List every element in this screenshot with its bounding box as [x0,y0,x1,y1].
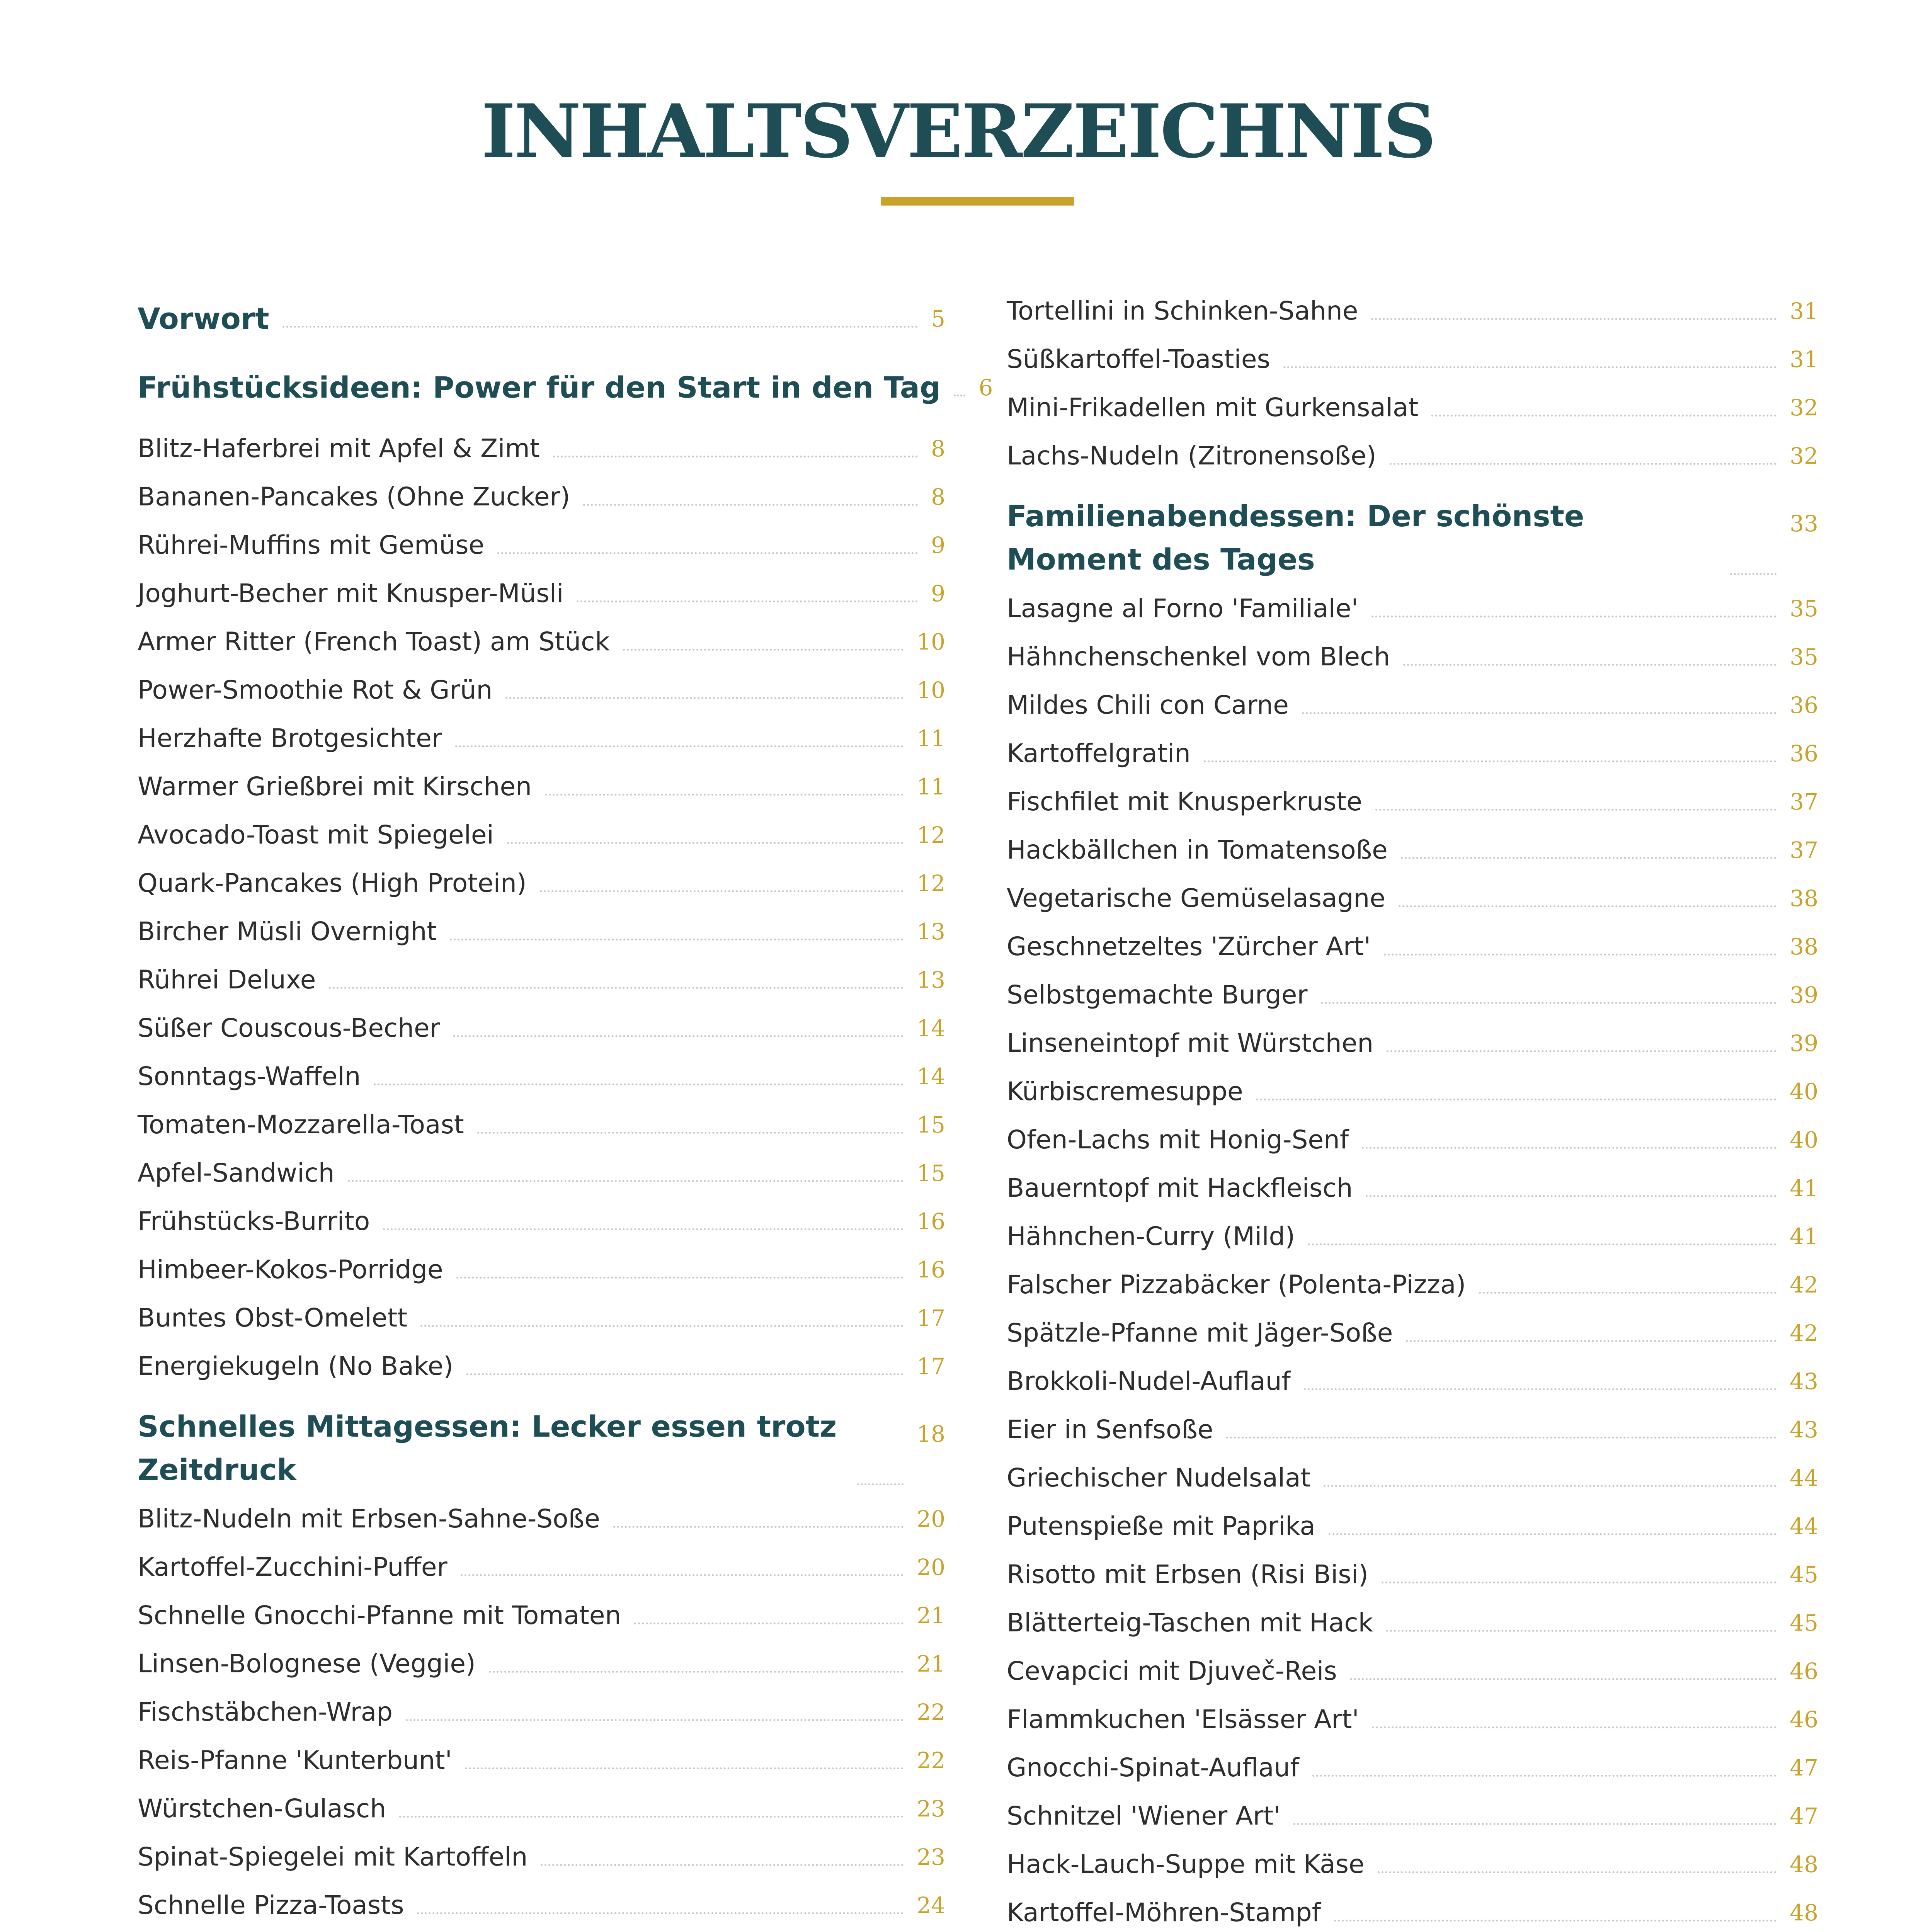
toc-page-number: 39 [1790,982,1818,1008]
dot-leader [1386,1630,1776,1632]
dot-leader [1372,1726,1776,1728]
toc-entry-title: Power-Smoothie Rot & Grün [138,675,493,705]
toc-entry[interactable] [1007,1750,1818,1785]
title-underline [881,197,1074,206]
toc-entry-title: Fischstäbchen-Wrap [138,1697,393,1727]
dot-leader [1399,905,1776,907]
toc-entry-title: Ofen-Lachs mit Honig-Senf [1007,1125,1349,1155]
toc-entry-title: Lachs-Nudeln (Zitronensoße) [1007,441,1377,471]
dot-leader [1324,1485,1776,1487]
dot-leader [383,1228,904,1230]
toc-entry-title: Joghurt-Becher mit Knusper-Müsli [138,578,564,608]
toc-entry[interactable] [138,818,945,852]
dot-leader [1387,1050,1776,1052]
toc-page-number: 8 [931,435,945,462]
toc-page-number: 40 [1790,1078,1818,1105]
toc-entry[interactable] [1007,929,1818,964]
toc-page-number: 10 [917,629,945,655]
toc-page-number: 11 [917,725,945,752]
toc-page-number: 32 [1790,443,1818,469]
toc-entry-title: Blitz-Haferbrei mit Apfel & Zimt [138,434,540,463]
toc-page-number: 43 [1790,1417,1818,1443]
toc-page-number: 43 [1790,1368,1818,1395]
toc-entry-title: Rührei Deluxe [138,965,316,995]
dot-leader [465,1767,904,1769]
page-title: INHALTSVERZEICHNIS [481,88,1435,174]
dot-leader [613,1526,904,1528]
toc-page-number: 17 [917,1305,945,1331]
dot-leader [1378,1871,1777,1873]
toc-entry-title: Himbeer-Kokos-Porridge [138,1255,443,1284]
toc-entry-title: Sonntags-Waffeln [138,1061,361,1091]
toc-page-number: 35 [1790,644,1818,670]
dot-leader [507,842,904,844]
toc-entry-title: Mildes Chili con Carne [1007,690,1289,720]
dot-leader [1329,1533,1776,1535]
toc-page-number: 39 [1790,1030,1818,1056]
dot-leader [282,326,918,328]
toc-entry[interactable] [1007,1557,1818,1592]
toc-entry-title: Brokkoli-Nudel-Auflauf [1007,1366,1291,1396]
dot-leader [453,1035,904,1037]
dot-leader [1375,809,1776,811]
dot-leader [1362,1147,1776,1149]
dot-leader [1204,760,1776,762]
toc-page-number: 37 [1790,789,1818,815]
toc-page-number: 36 [1790,692,1818,718]
toc-page-number: 20 [917,1506,945,1532]
toc-page-number: 41 [1790,1175,1818,1201]
toc-entry-title: Avocado-Toast mit Spiegelei [138,820,494,850]
toc-entry-title: Selbstgemachte Burger [1007,980,1308,1010]
toc-page-number: 9 [931,580,945,607]
toc-section-entry[interactable] [138,1405,945,1492]
dot-leader [541,1864,904,1866]
toc-entry[interactable] [138,1695,945,1730]
toc-entry[interactable] [138,1888,945,1923]
toc-page-number: 46 [1790,1706,1818,1733]
toc-entry[interactable] [1007,1316,1818,1350]
toc-entry[interactable] [1007,1412,1818,1447]
toc-entry-title: Gnocchi-Spinat-Auflauf [1007,1753,1299,1782]
toc-entry-title: Hähnchen-Curry (Mild) [1007,1221,1295,1251]
dot-leader [1382,1582,1776,1583]
dot-leader [1304,1388,1776,1390]
toc-entry[interactable] [138,721,945,756]
toc-section-title: Familienabendessen: Der schönste Moment des Tages [1007,499,1584,577]
toc-entry-title: Warmer Grießbrei mit Kirschen [138,772,532,801]
dot-leader [634,1622,904,1624]
toc-page-number: 18 [917,1421,945,1447]
toc-page-number: 45 [1790,1610,1818,1636]
dot-leader [466,1373,904,1375]
toc-entry[interactable] [138,1301,945,1335]
toc-entry[interactable] [1007,1122,1818,1157]
toc-page-number: 48 [1790,1851,1818,1878]
toc-page-number: 16 [917,1208,945,1235]
dot-leader [456,1277,904,1279]
toc-page-number: 11 [917,774,945,800]
dot-leader [1406,1340,1776,1342]
toc-entry-title: Mini-Frikadellen mit Gurkensalat [1007,393,1419,422]
dot-leader [1401,857,1776,859]
toc-entry-title: Hähnchenschenkel vom Blech [1007,642,1390,672]
toc-entry[interactable] [138,1743,945,1778]
toc-entry[interactable] [138,1059,945,1094]
toc-entry[interactable] [1007,978,1818,1012]
toc-entry-title: Frühstücks-Burrito [138,1206,370,1236]
toc-entry-title: Bananen-Pancakes (Ohne Zucker) [138,482,570,512]
toc-page-number: 31 [1790,346,1818,372]
toc-entry-title: Bauerntopf mit Hackfleisch [1007,1173,1353,1203]
toc-page-number: 41 [1790,1223,1818,1250]
toc-section-title: Vorwort [138,301,269,336]
dot-leader [1312,1775,1777,1777]
toc-entry[interactable] [1007,1461,1818,1495]
dot-leader [417,1912,904,1914]
dot-leader [1334,1920,1776,1922]
toc-page-number: 13 [917,918,945,945]
toc-entry-title: Kartoffel-Zucchini-Puffer [138,1552,448,1582]
toc-page-number: 31 [1790,298,1818,324]
toc-entry-title: Geschnetzeltes 'Zürcher Art' [1007,932,1371,961]
toc-page-number: 44 [1790,1513,1818,1539]
dot-leader [1226,1437,1776,1439]
toc-entry-title: Schnelle Gnocchi-Pfanne mit Tomaten [138,1600,621,1630]
dot-leader [329,987,904,989]
toc-entry[interactable] [1007,591,1818,626]
toc-entry[interactable] [1007,784,1818,819]
toc-entry-title: Apfel-Sandwich [138,1158,335,1188]
toc-page-number: 5 [931,306,945,332]
toc-entry[interactable] [1007,294,1818,328]
toc-entry[interactable] [1007,1895,1818,1930]
toc-entry[interactable] [138,528,945,563]
toc-entry[interactable] [1007,1219,1818,1254]
toc-entry-title: Würstchen-Gulasch [138,1794,386,1823]
dot-leader [450,939,904,940]
dot-leader [1350,1678,1776,1680]
toc-page-number: 44 [1790,1465,1818,1491]
dot-leader [623,649,904,651]
toc-entry[interactable] [138,673,945,707]
toc-entry[interactable] [138,914,945,949]
dot-leader [1403,664,1776,666]
toc-page-number: 38 [1790,934,1818,960]
toc-section-entry[interactable] [138,301,945,336]
toc-entry-title: Rührei-Muffins mit Gemüse [138,530,485,560]
toc-entry[interactable] [138,1598,945,1633]
toc-entry[interactable] [138,1204,945,1239]
toc-entry[interactable] [138,1646,945,1681]
toc-page-number: 23 [917,1844,945,1870]
toc-entry[interactable] [138,1840,945,1874]
toc-entry-title: Tomaten-Mozzarella-Toast [138,1110,464,1139]
toc-entry-title: Süßer Couscous-Becher [138,1013,440,1043]
dot-leader [540,890,904,892]
dot-leader [577,600,918,602]
toc-entry[interactable] [138,576,945,611]
dot-leader [1283,366,1776,368]
dot-leader [1730,573,1776,575]
dot-leader [1308,1243,1776,1245]
toc-entry[interactable] [138,431,945,466]
dot-leader [1479,1292,1776,1294]
toc-page-number: 47 [1790,1755,1818,1781]
dot-leader [374,1083,904,1085]
dot-leader [497,552,918,554]
toc-section-title: Schnelles Mittagessen: Lecker essen trotz Zeitdruck [138,1409,837,1487]
toc-entry[interactable] [138,1107,945,1142]
dot-leader [954,395,965,396]
toc-entry-title: Kürbiscremesuppe [1007,1077,1243,1106]
toc-page-number: 35 [1790,595,1818,622]
dot-leader [553,456,918,457]
toc-entry[interactable] [1007,1026,1818,1061]
toc-entry[interactable] [138,1550,945,1585]
toc-page-number: 15 [917,1160,945,1186]
toc-entry-title: Spinat-Spiegelei mit Kartoffeln [138,1842,528,1872]
toc-entry-title: Falscher Pizzabäcker (Polenta-Pizza) [1007,1270,1466,1299]
toc-entry-title: Quark-Pancakes (High Protein) [138,868,527,898]
toc-page-number: 12 [917,870,945,896]
toc-entry-title: Griechischer Nudelsalat [1007,1463,1311,1493]
toc-entry[interactable] [1007,1702,1818,1737]
toc-entry-title: Schnitzel 'Wiener Art' [1007,1801,1281,1831]
toc-entry-title: Tortellini in Schinken-Sahne [1007,296,1358,326]
toc-page-number: 48 [1790,1900,1818,1926]
toc-page-number: 14 [917,1063,945,1090]
toc-entry[interactable] [1007,1509,1818,1544]
toc-entry-title: Eier in Senfsoße [1007,1415,1213,1444]
dot-leader [1321,1002,1777,1004]
dot-leader [1366,1195,1776,1197]
toc-entry[interactable] [1007,342,1818,377]
toc-entry[interactable] [138,1156,945,1190]
toc-page-number: 20 [917,1554,945,1580]
toc-entry-title: Armer Ritter (French Toast) am Stück [138,627,610,656]
toc-page-number: 46 [1790,1658,1818,1684]
toc-page-number: 15 [917,1112,945,1138]
toc-page-number: 42 [1790,1320,1818,1346]
toc-entry[interactable] [1007,1267,1818,1302]
toc-page-number: 6 [978,374,993,401]
toc-page-number: 12 [917,822,945,848]
toc-entry-title: Bircher Müsli Overnight [138,917,437,946]
toc-page-number: 45 [1790,1561,1818,1588]
dot-leader [455,745,904,747]
toc-page-number: 24 [917,1892,945,1918]
dot-leader [348,1180,904,1182]
toc-page-number: 14 [917,1015,945,1041]
dot-leader [420,1325,904,1327]
toc-entry-title: Buntes Obst-Omelett [138,1303,408,1333]
dot-leader [1390,463,1777,465]
dot-leader [583,504,918,506]
toc-entry-title: Energiekugeln (No Bake) [138,1351,454,1381]
toc-entry-title: Putenspieße mit Paprika [1007,1511,1315,1541]
toc-entry-title: Linseneintopf mit Würstchen [1007,1028,1374,1058]
toc-entry[interactable] [138,1011,945,1046]
dot-leader [1302,712,1776,714]
dot-leader [461,1574,904,1576]
toc-entry-title: Spätzle-Pfanne mit Jäger-Soße [1007,1318,1393,1348]
toc-entry[interactable] [138,769,945,804]
toc-entry[interactable] [1007,1364,1818,1399]
toc-page-number: 10 [917,677,945,703]
toc-entry-title: Linsen-Bolognese (Veggie) [138,1649,476,1679]
toc-entry-title: Risotto mit Erbsen (Risi Bisi) [1007,1560,1368,1589]
dot-leader [489,1671,904,1673]
toc-entry-title: Schnelle Pizza-Toasts [138,1890,404,1920]
toc-entry-title: Reis-Pfanne 'Kunterbunt' [138,1745,452,1775]
toc-entry-title: Kartoffelgratin [1007,738,1191,768]
dot-leader [1431,415,1776,417]
toc-entry-title: Blätterteig-Taschen mit Hack [1007,1608,1373,1638]
toc-entry[interactable] [1007,688,1818,723]
toc-entry[interactable] [1007,390,1818,425]
toc-entry-title: Flammkuchen 'Elsässer Art' [1007,1704,1359,1734]
toc-entry[interactable] [1007,1605,1818,1640]
toc-entry[interactable] [138,866,945,901]
toc-entry-title: Hack-Lauch-Suppe mit Käse [1007,1849,1365,1879]
toc-entry-title: Süßkartoffel-Toasties [1007,344,1270,374]
toc-page-number: 8 [931,484,945,510]
toc-entry[interactable] [138,1349,945,1384]
toc-page-number: 37 [1790,837,1818,863]
toc-section-entry[interactable] [138,370,993,405]
dot-leader [1256,1099,1777,1100]
dot-leader [545,794,904,796]
toc-page-number: 13 [917,967,945,993]
toc-entry-title: Fischfilet mit Knusperkruste [1007,787,1362,816]
toc-entry[interactable] [138,624,945,659]
toc-entry[interactable] [1007,881,1818,916]
toc-entry-title: Cevapcici mit Djuveč-Reis [1007,1656,1337,1686]
dot-leader [1293,1823,1776,1825]
toc-page-number: 17 [917,1353,945,1379]
toc-section-entry[interactable] [1007,495,1818,581]
toc-entry[interactable] [138,1791,945,1826]
toc-page-number: 22 [917,1747,945,1774]
toc-entry-title: Lasagne al Forno 'Familiale' [1007,594,1358,623]
toc-entry[interactable] [138,1252,945,1287]
dot-leader [1384,954,1776,956]
dot-leader [857,1483,904,1485]
toc-page-number: 40 [1790,1127,1818,1153]
toc-page-number: 36 [1790,740,1818,767]
dot-leader [1371,318,1776,320]
toc-page-number: 9 [931,532,945,558]
toc-entry[interactable] [1007,1799,1818,1833]
toc-entry[interactable] [138,480,945,514]
toc-entry-title: Blitz-Nudeln mit Erbsen-Sahne-Soße [138,1504,600,1534]
toc-entry-title: Hackbällchen in Tomatensoße [1007,835,1388,865]
toc-page-number: 42 [1790,1272,1818,1298]
toc-entry[interactable] [1007,439,1818,473]
toc-page-number: 32 [1790,395,1818,421]
toc-page-number: 22 [917,1699,945,1725]
toc-entry[interactable] [1007,639,1818,674]
toc-page-number: 38 [1790,885,1818,912]
toc-entry[interactable] [1007,1171,1818,1206]
toc-page-number: 23 [917,1796,945,1822]
toc-entry-title: Vegetarische Gemüselasagne [1007,883,1385,913]
toc-page-number: 33 [1790,510,1818,537]
toc-entry[interactable] [138,1502,945,1536]
toc-section-title: Frühstücksideen: Power für den Start in den Tag [138,370,941,405]
dot-leader [399,1816,904,1818]
toc-entry[interactable] [1007,736,1818,771]
toc-page-number: 16 [917,1257,945,1283]
dot-leader [477,1132,904,1134]
toc-entry[interactable] [1007,1074,1818,1109]
toc-page-number: 47 [1790,1803,1818,1829]
toc-entry-title: Herzhafte Brotgesichter [138,723,442,753]
dot-leader [505,697,904,699]
toc-page-number: 21 [917,1651,945,1677]
toc-page-number: 21 [917,1602,945,1629]
toc-entry-title: Kartoffel-Möhren-Stampf [1007,1898,1321,1927]
toc-entry[interactable] [1007,833,1818,867]
toc-entry[interactable] [138,963,945,997]
dot-leader [406,1719,904,1721]
dot-leader [1371,616,1777,617]
toc-entry[interactable] [1007,1847,1818,1882]
toc-entry[interactable] [1007,1654,1818,1689]
